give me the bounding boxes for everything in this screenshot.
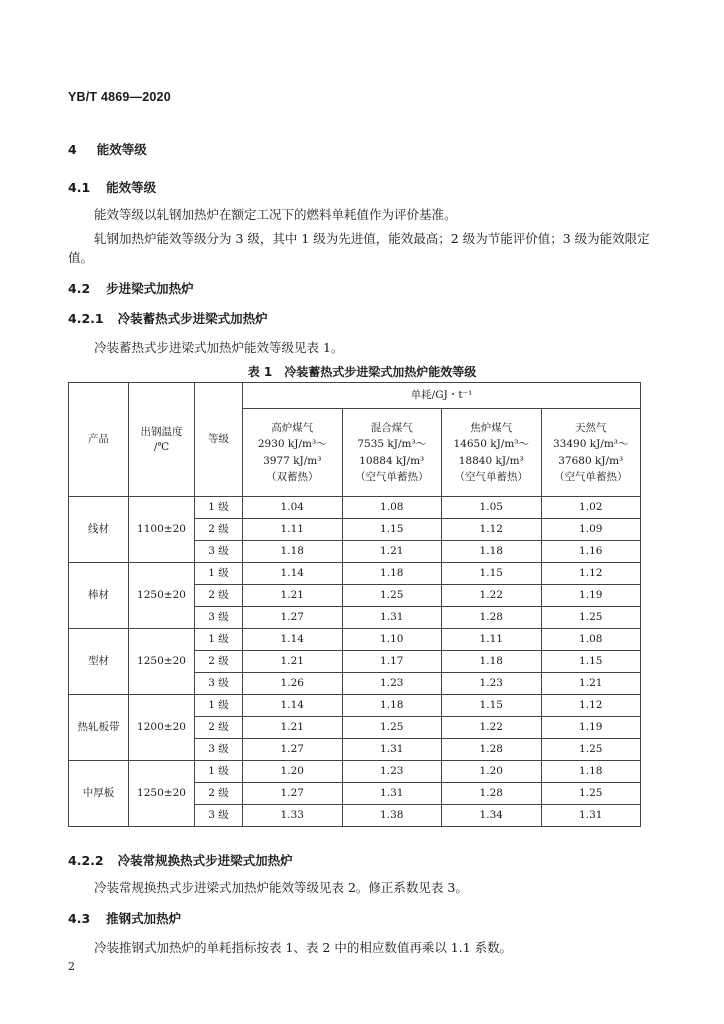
temperature-cell: 1100±20 xyxy=(129,497,195,563)
grade-cell: 3 级 xyxy=(195,673,243,695)
value-cell: 1.20 xyxy=(243,761,343,783)
value-cell: 1.08 xyxy=(541,629,641,651)
paragraph: 轧钢加热炉能效等级分为 3 级，其中 1 级为先进值，能效最高；2 级为节能评价值；3 级为能效限定 xyxy=(94,231,650,246)
value-cell: 1.15 xyxy=(442,695,542,717)
grade-cell: 3 级 xyxy=(195,607,243,629)
fuel-name: 焦炉煤气 xyxy=(470,422,513,435)
grade-cell: 3 级 xyxy=(195,739,243,761)
section-number: 4.2.2 xyxy=(68,853,104,868)
header-unit-consumption: 单耗/GJ・t⁻¹ xyxy=(243,383,641,409)
temperature-cell: 1250±20 xyxy=(129,563,195,629)
temperature-cell: 1200±20 xyxy=(129,695,195,761)
value-cell: 1.22 xyxy=(442,585,542,607)
section-4-heading xyxy=(68,140,147,158)
energy-efficiency-table xyxy=(68,382,641,827)
value-cell: 1.12 xyxy=(442,519,542,541)
value-cell: 1.28 xyxy=(442,739,542,761)
value-cell: 1.16 xyxy=(541,541,641,563)
value-cell: 1.28 xyxy=(442,607,542,629)
value-cell: 1.25 xyxy=(342,717,442,739)
value-cell: 1.19 xyxy=(541,717,641,739)
value-cell: 1.21 xyxy=(243,717,343,739)
value-cell: 1.02 xyxy=(541,497,641,519)
grade-cell: 2 级 xyxy=(195,585,243,607)
value-cell: 1.15 xyxy=(442,563,542,585)
section-number: 4.3 xyxy=(68,911,91,926)
value-cell: 1.27 xyxy=(243,783,343,805)
fuel-note: （空气单蓄热） xyxy=(355,470,429,483)
paragraph: 冷装推钢式加热炉的单耗指标按表 1、表 2 中的相应数值再乘以 1.1 系数。 xyxy=(94,940,513,955)
value-cell: 1.10 xyxy=(342,629,442,651)
fuel-range-end: 18840 kJ/m³ xyxy=(458,454,524,467)
header-fuel xyxy=(342,409,442,497)
grade-cell: 1 级 xyxy=(195,497,243,519)
product-cell: 中厚板 xyxy=(69,761,129,827)
value-cell: 1.23 xyxy=(342,761,442,783)
fuel-range-start: 33490 kJ/m³～ xyxy=(552,438,629,451)
value-cell: 1.21 xyxy=(342,541,442,563)
value-cell: 1.31 xyxy=(342,783,442,805)
fuel-range-end: 10884 kJ/m³ xyxy=(359,454,425,467)
fuel-name: 高炉煤气 xyxy=(271,422,314,435)
value-cell: 1.12 xyxy=(541,563,641,585)
value-cell: 1.25 xyxy=(541,783,641,805)
value-cell: 1.15 xyxy=(342,519,442,541)
fuel-range-end: 37680 kJ/m³ xyxy=(558,454,624,467)
fuel-range-start: 7535 kJ/m³～ xyxy=(357,438,427,451)
grade-cell: 1 级 xyxy=(195,695,243,717)
value-cell: 1.23 xyxy=(342,673,442,695)
section-number: 4.2.1 xyxy=(68,311,104,326)
paragraph-continuation: 值。 xyxy=(68,250,94,265)
value-cell: 1.21 xyxy=(243,585,343,607)
section-4-3-heading xyxy=(68,909,181,927)
value-cell: 1.14 xyxy=(243,563,343,585)
value-cell: 1.18 xyxy=(442,651,542,673)
value-cell: 1.11 xyxy=(442,629,542,651)
product-cell: 型材 xyxy=(69,629,129,695)
value-cell: 1.09 xyxy=(541,519,641,541)
grade-cell: 1 级 xyxy=(195,629,243,651)
value-cell: 1.04 xyxy=(243,497,343,519)
temperature-cell: 1250±20 xyxy=(129,761,195,827)
value-cell: 1.08 xyxy=(342,497,442,519)
value-cell: 1.23 xyxy=(442,673,542,695)
table-row xyxy=(69,497,641,519)
value-cell: 1.25 xyxy=(541,607,641,629)
value-cell: 1.26 xyxy=(243,673,343,695)
value-cell: 1.12 xyxy=(541,695,641,717)
value-cell: 1.18 xyxy=(342,563,442,585)
table-row xyxy=(69,695,641,717)
value-cell: 1.34 xyxy=(442,805,542,827)
section-4-2-2-heading xyxy=(68,851,293,869)
value-cell: 1.11 xyxy=(243,519,343,541)
value-cell: 1.31 xyxy=(541,805,641,827)
section-4-2-heading xyxy=(68,279,194,297)
header-fuel xyxy=(442,409,542,497)
document-code: YB/T 4869—2020 xyxy=(68,90,171,104)
section-title: 冷装常规换热式步进梁式加热炉 xyxy=(117,853,293,868)
product-cell: 线材 xyxy=(69,497,129,563)
section-4-1-heading xyxy=(68,178,156,196)
value-cell: 1.21 xyxy=(541,673,641,695)
fuel-range-start: 14650 kJ/m³～ xyxy=(453,438,529,451)
section-title: 能效等级 xyxy=(106,180,157,195)
value-cell: 1.31 xyxy=(342,739,442,761)
header-temperature xyxy=(129,383,195,497)
table-caption: 表 1 冷装蓄热式步进梁式加热炉能效等级 xyxy=(247,365,477,379)
value-cell: 1.38 xyxy=(342,805,442,827)
value-cell: 1.22 xyxy=(442,717,542,739)
fuel-name: 天然气 xyxy=(575,422,607,435)
header-grade: 等级 xyxy=(195,383,243,497)
grade-cell: 2 级 xyxy=(195,519,243,541)
table-row xyxy=(69,629,641,651)
grade-cell: 3 级 xyxy=(195,805,243,827)
value-cell: 1.31 xyxy=(342,607,442,629)
table-row xyxy=(69,563,641,585)
value-cell: 1.25 xyxy=(541,739,641,761)
value-cell: 1.05 xyxy=(442,497,542,519)
value-cell: 1.18 xyxy=(442,541,542,563)
paragraph: 冷装蓄热式步进梁式加热炉能效等级见表 1。 xyxy=(94,340,344,355)
page-number: 2 xyxy=(68,960,75,973)
product-cell: 热轧板带 xyxy=(69,695,129,761)
section-4-2-1-heading xyxy=(68,309,268,327)
section-title: 冷装蓄热式步进梁式加热炉 xyxy=(117,311,268,326)
fuel-note: （双蓄热） xyxy=(266,470,319,483)
grade-cell: 2 级 xyxy=(195,717,243,739)
value-cell: 1.18 xyxy=(541,761,641,783)
product-cell: 棒材 xyxy=(69,563,129,629)
grade-cell: 1 级 xyxy=(195,761,243,783)
table-row xyxy=(69,761,641,783)
section-title: 能效等级 xyxy=(96,142,147,157)
header-fuel xyxy=(243,409,343,497)
grade-cell: 2 级 xyxy=(195,783,243,805)
header-temperature-unit: /℃ xyxy=(153,440,170,453)
paragraph: 能效等级以轧钢加热炉在额定工况下的燃料单耗值作为评价基准。 xyxy=(94,207,457,222)
value-cell: 1.15 xyxy=(541,651,641,673)
grade-cell: 2 级 xyxy=(195,651,243,673)
header-temperature-label: 出钢温度 xyxy=(140,426,183,439)
fuel-name: 混合煤气 xyxy=(370,422,413,435)
value-cell: 1.20 xyxy=(442,761,542,783)
section-number: 4.2 xyxy=(68,281,91,296)
temperature-cell: 1250±20 xyxy=(129,629,195,695)
header-product: 产品 xyxy=(69,383,129,497)
value-cell: 1.21 xyxy=(243,651,343,673)
grade-cell: 3 级 xyxy=(195,541,243,563)
fuel-note: （空气单蓄热） xyxy=(554,470,628,483)
fuel-range-end: 3977 kJ/m³ xyxy=(263,454,322,467)
value-cell: 1.27 xyxy=(243,607,343,629)
fuel-note: （空气单蓄热） xyxy=(454,470,528,483)
value-cell: 1.14 xyxy=(243,695,343,717)
section-title: 步进梁式加热炉 xyxy=(106,281,194,296)
paragraph: 冷装常规换热式步进梁式加热炉能效等级见表 2。修正系数见表 3。 xyxy=(94,880,468,895)
value-cell: 1.18 xyxy=(243,541,343,563)
value-cell: 1.28 xyxy=(442,783,542,805)
value-cell: 1.18 xyxy=(342,695,442,717)
value-cell: 1.14 xyxy=(243,629,343,651)
section-title: 推钢式加热炉 xyxy=(106,911,182,926)
value-cell: 1.19 xyxy=(541,585,641,607)
section-number: 4.1 xyxy=(68,180,91,195)
value-cell: 1.17 xyxy=(342,651,442,673)
value-cell: 1.25 xyxy=(342,585,442,607)
header-fuel xyxy=(541,409,641,497)
fuel-range-start: 2930 kJ/m³～ xyxy=(257,438,327,451)
value-cell: 1.33 xyxy=(243,805,343,827)
value-cell: 1.27 xyxy=(243,739,343,761)
section-number: 4 xyxy=(68,142,77,157)
grade-cell: 1 级 xyxy=(195,563,243,585)
